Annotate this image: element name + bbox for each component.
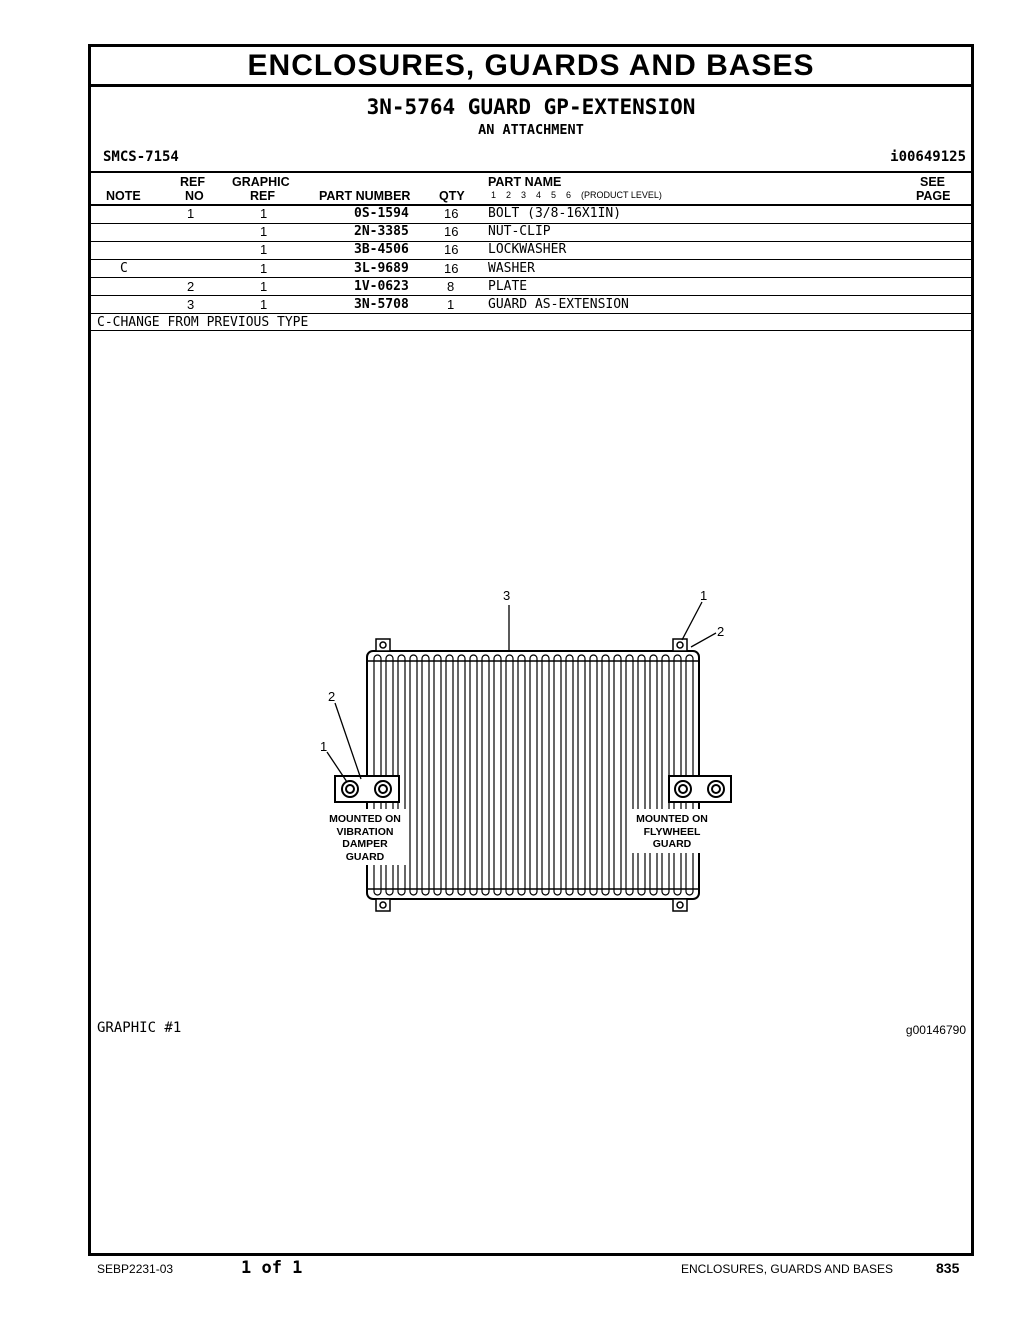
- col-part-number-header: PART NUMBER: [319, 189, 411, 203]
- plate-left: [335, 776, 399, 802]
- graphic-id: g00146790: [905, 1023, 966, 1037]
- row-ref: 3: [187, 297, 195, 312]
- footer-doc-number: SEBP2231-03: [97, 1262, 174, 1276]
- grille-bar: [662, 655, 669, 895]
- col-graphic-header-top: GRAPHIC: [232, 175, 290, 189]
- parts-illustration: [91, 47, 971, 1253]
- col-qty-header: QTY: [439, 189, 465, 203]
- row-qty: 1: [447, 297, 455, 312]
- mounted-on-damper-label: [321, 813, 409, 863]
- col-graphic-header-bottom: REF: [250, 189, 275, 203]
- footer-page-number: 835: [936, 1260, 960, 1276]
- row-part-number: 3B-4506: [354, 242, 409, 257]
- grille-bar: [650, 655, 657, 895]
- footer-page-of: 1 of 1: [241, 1258, 303, 1278]
- grille-bar: [578, 655, 585, 895]
- row-qty: 16: [444, 242, 459, 257]
- bolt-top-right: [673, 639, 687, 651]
- group-subtitle: AN ATTACHMENT: [478, 122, 584, 138]
- row-part-number: 3N-5708: [354, 297, 409, 312]
- grille-bar: [602, 655, 609, 895]
- grille-bar: [542, 655, 549, 895]
- plate-right: [669, 776, 731, 802]
- bolt-bottom-right: [673, 899, 687, 911]
- page-frame: [88, 44, 974, 1256]
- bolt-bottom-left: [376, 899, 390, 911]
- grille-bar: [458, 655, 465, 895]
- row-ref: 2: [187, 279, 195, 294]
- row-qty: 8: [447, 279, 455, 294]
- col-ref-header-top: REF: [180, 175, 205, 189]
- grille-bar: [518, 655, 525, 895]
- row-part-number: 3L-9689: [354, 261, 409, 276]
- section-title: ENCLOSURES, GUARDS AND BASES: [91, 47, 971, 87]
- row-part-number: 1V-0623: [354, 279, 409, 294]
- product-level-header: 1 2 3 4 5 6 (PRODUCT LEVEL): [491, 190, 662, 200]
- row-part-number: 0S-1594: [354, 206, 409, 221]
- callout-1-left: 1: [320, 739, 328, 754]
- label-line: GUARD: [345, 850, 385, 863]
- label-line: FLYWHEEL: [643, 825, 701, 838]
- graphic-label: GRAPHIC #1: [97, 1020, 182, 1036]
- grille-bar: [506, 655, 513, 895]
- grille-bar: [410, 655, 417, 895]
- guard-grille: [374, 655, 693, 895]
- row-part-number: 2N-3385: [354, 224, 409, 239]
- col-see-header-top: SEE: [920, 175, 946, 189]
- grille-bar: [626, 655, 633, 895]
- col-part-name-header: PART NAME: [488, 175, 562, 189]
- label-line: MOUNTED ON: [329, 813, 401, 825]
- grille-bar: [554, 655, 561, 895]
- row-part-name: WASHER: [488, 261, 535, 276]
- grille-bar: [470, 655, 477, 895]
- row-ref: 1: [187, 206, 195, 221]
- bolt-top-left: [376, 639, 390, 651]
- grille-bar: [590, 655, 597, 895]
- group-name: GUARD GP-EXTENSION: [467, 95, 696, 119]
- label-line: MOUNTED ON: [636, 813, 708, 825]
- row-graphic-ref: 1: [260, 279, 268, 294]
- grille-bar: [422, 655, 429, 895]
- row-graphic-ref: 1: [260, 297, 268, 312]
- grille-bar: [482, 655, 489, 895]
- grille-bar: [446, 655, 453, 895]
- smcs-code: SMCS-7154: [103, 149, 179, 165]
- row-part-name: NUT-CLIP: [488, 224, 551, 239]
- row-note: C: [120, 261, 128, 276]
- grille-bar: [434, 655, 441, 895]
- row-graphic-ref: 1: [260, 206, 268, 221]
- mounted-on-flywheel-label: [627, 813, 717, 851]
- label-line: GUARD: [652, 838, 692, 850]
- col-ref-header-bottom: NO: [185, 189, 204, 203]
- callout-2-right: 2: [717, 624, 725, 639]
- callout-3: 3: [503, 588, 511, 603]
- callout-2-left: 2: [328, 689, 336, 704]
- row-part-name: PLATE: [488, 279, 528, 294]
- row-graphic-ref: 1: [260, 242, 268, 257]
- label-line: VIBRATION: [336, 825, 394, 838]
- leader-lines: [327, 602, 716, 782]
- footer-section: ENCLOSURES, GUARDS AND BASES: [681, 1262, 894, 1276]
- callout-1-right: 1: [700, 588, 708, 603]
- table-footnote: C-CHANGE FROM PREVIOUS TYPE: [97, 315, 309, 330]
- row-part-name: GUARD AS-EXTENSION: [488, 297, 629, 312]
- grille-bar: [566, 655, 573, 895]
- row-graphic-ref: 1: [260, 261, 268, 276]
- grille-bar: [530, 655, 537, 895]
- group-number: 3N-5764: [366, 95, 456, 119]
- row-qty: 16: [444, 261, 459, 276]
- grille-bar: [638, 655, 645, 895]
- row-qty: 16: [444, 206, 459, 221]
- row-part-name: LOCKWASHER: [488, 242, 567, 257]
- grille-bar: [614, 655, 621, 895]
- row-part-name: BOLT (3/8-16X1IN): [488, 206, 622, 221]
- grille-bar: [494, 655, 501, 895]
- col-see-header-bottom: PAGE: [916, 189, 951, 203]
- col-note-header: NOTE: [106, 189, 141, 203]
- document-identifier: i00649125: [890, 149, 966, 165]
- row-graphic-ref: 1: [260, 224, 268, 239]
- row-qty: 16: [444, 224, 459, 239]
- label-line: DAMPER: [342, 838, 388, 850]
